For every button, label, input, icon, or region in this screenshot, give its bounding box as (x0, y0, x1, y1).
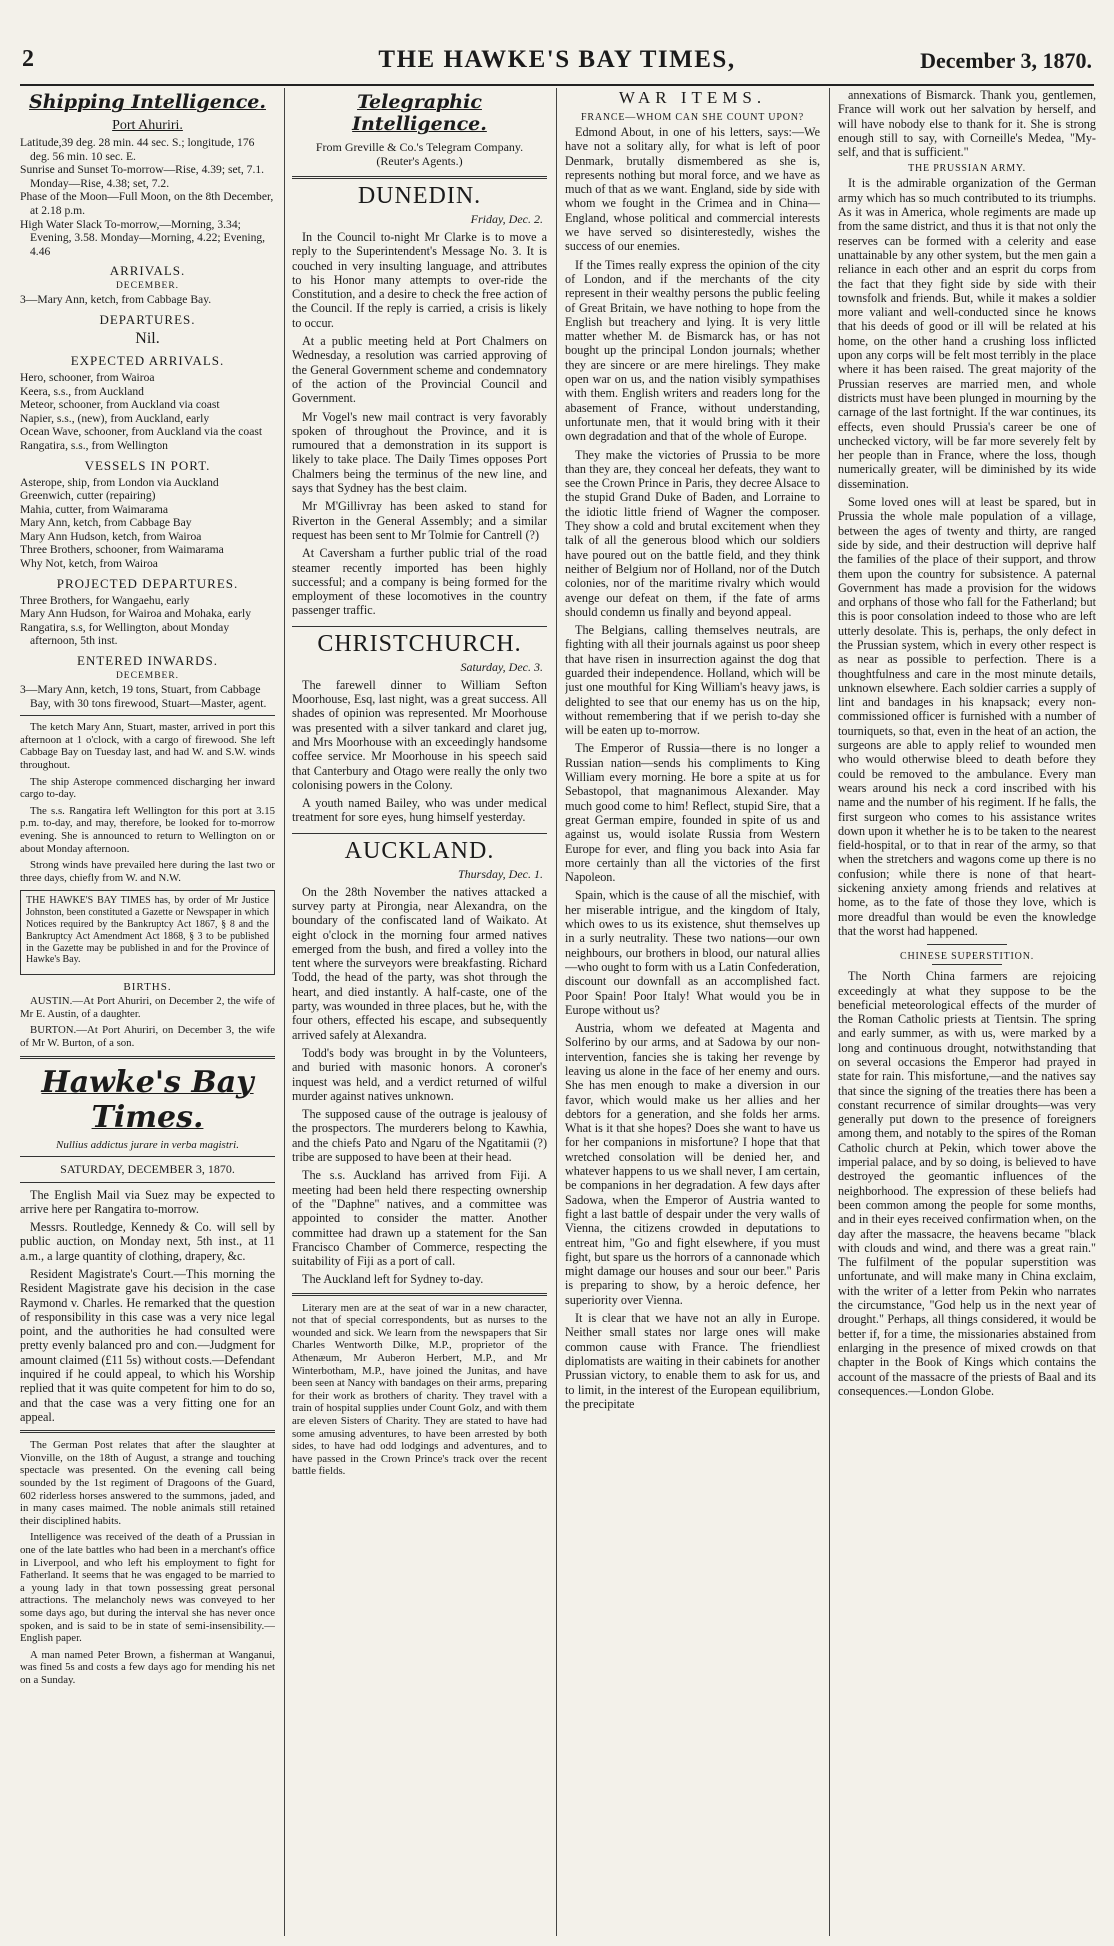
departures-list (20, 330, 275, 348)
divider (20, 1182, 275, 1183)
masthead (20, 44, 1094, 86)
projected-departures-list (20, 594, 275, 648)
expected-arrival-entry: Meteor, schooner, from Auckland via coast (20, 398, 220, 412)
gazette-notice-text: THE HAWKE'S BAY TIMES has, by order of Mr Justice Johnston, been constituted a Gazette or Newspaper in which Notices required by the Bankruptcy Act 1867, § 8 and the Bankruptcy Act Amendment Act 1868, § 3 to be published in the Gazette may be published in and for the Province of Hawke's Bay. (26, 895, 269, 966)
column-rule (284, 88, 285, 1936)
column-1 (20, 88, 275, 1938)
entered-inward-entry: 3—Mary Ann, ketch, 19 tons, Stuart, from Cabbage Bay, with 30 tons firewood, Stuart—Master, agent. (20, 683, 267, 710)
entered-inwards-heading: ENTERED INWARDS. (77, 653, 218, 669)
vessel-entry: Mary Ann Hudson, ketch, from Wairoa (20, 529, 202, 543)
divider (20, 1156, 275, 1157)
auckland-news (292, 885, 547, 1287)
news-paragraph: Intelligence was received of the death of a Prussian in one of the late battles who had been in a merchant's office in Liverpool, and who left his employment to fight for Fatherland. It seems that he was engaged to be married to a young lady in that town possessing great personal attractions. The melancholy news was conveyed to her some days ago, but during the interval she has never once spoken, and is said to be in state of semi-insensibility.—English paper. (20, 1531, 275, 1645)
expected-arrivals-heading: EXPECTED ARRIVALS. (70, 352, 225, 368)
divider (932, 964, 1002, 965)
arrivals-month: DECEMBER. (115, 281, 180, 292)
article-paragraph: The North China farmers are rejoicing exceedingly at what they suppose to be the beneficial meteorological effects of the murder of the Roman Catholic priests at Tientsin. The spring and early summer, as with us, were marked by a long and continuous drought, notwithstanding that on several occasions the Emperor had prayed in state for rain. This misfortune,—and the natives say that since the signing of the treaties there has been a constant recurrence of similar droughts—was very generally put down to the presence of foreigners among them, and notably to the spires of the Roman Catholic church at Pekin, which tower above the imperial palace, and by so doing, is believed to have destroyed the geomantic influences of the neighborhood. The expression of these beliefs had been common among the people for some months, and in their eyes received confirmation when, on the day after the massacre, the heavens became "black with clouds and wind, and there was a great rain." The fulfilment of the popular superstition was unfortunate, and will make many in China exclaim, with the writer of a letter from Pekin who narrates the circumstance, "God help us in the next year of drought." Perhaps, all things considered, it would be better if, for a time, the missionaries abstained from enlarging in the presence of mixed crowds on that chapter in the Book of Kings which contains the account of the massacre of the priests of Baal and its consequences.—London Globe. (838, 969, 1096, 1398)
auckland-heading: AUCKLAND. (292, 833, 547, 865)
divider (20, 1430, 275, 1433)
paper-title: Hawke's Bay Times. (41, 1064, 254, 1135)
prussian-army-text (838, 176, 1096, 938)
column-rule (829, 88, 830, 1936)
column-4 (838, 88, 1096, 1938)
departure-entry: Nil. (135, 329, 160, 347)
entered-inwards-list (20, 683, 275, 710)
news-paragraph: Mr M'Gillivray has been asked to stand for Riverton in the General Assembly; and a similar request has been sent to Mr Tolmie for Cantrell (?) (292, 499, 547, 542)
port-info-line: Sunrise and Sunset To-morrow—Rise, 4.39; set, 7.1. Monday—Rise, 4.38; set, 7.2. (20, 163, 265, 190)
shipping-note: The s.s. Rangatira left Wellington for this port at 3.15 p.m. to-day, and may, therefore, be looked for to-morrow evening. She is announced to return to Wellington on or about Monday afternoon. (20, 804, 275, 855)
birth-notice: BURTON.—At Port Ahuriri, on December 3, the wife of Mr W. Burton, of a son. (20, 1024, 275, 1049)
article-paragraph: annexations of Bismarck. Thank you, gentlemen, France will work out her salvation by herself, and will have nobody else to thank for it. She is strong enough still to say, with Corneille's Medea, "My-self, and that is sufficient." (838, 88, 1096, 160)
christchurch-date: Saturday, Dec. 3. (460, 659, 543, 674)
chinese-superstition-heading: CHINESE SUPERSTITION. (899, 951, 1035, 963)
editorial-paragraph: Messrs. Routledge, Kennedy & Co. will sell by public auction, on Monday next, 5th inst., at 11 a.m., a large quantity of clothing, drapery, &c. (20, 1220, 275, 1263)
editorial-paragraph: The English Mail via Suez may be expected to arrive here per Rangatira to-morrow. (20, 1187, 275, 1216)
divider (20, 1056, 275, 1059)
editorial-paragraph: Resident Magistrate's Court.—This morning the Resident Magistrate gave his decision in the case Raymond v. Charles. He remarked that the question of responsibility in this case was a very nice legal point, and the authorities he had consulted were pretty evenly balanced pro and con.—Judgment for amount claimed (£11 5s) without costs.—Defendant inquired if he could appeal, to which his Worship replied that it was quite competent for him to do so, and that the case was a very fitting one for an appeal. (20, 1266, 275, 1424)
port-info (20, 136, 275, 258)
christchurch-news (292, 678, 547, 825)
vessel-entry: Asterope, ship, from London via Auckland (20, 475, 219, 489)
news-paragraph: The farewell dinner to William Sefton Moorhouse, Esq, last night, was a great success. All shades of opinion was represented. Mr Moorhouse was presented with a silver tankard and claret jug, and Mrs Moorhouse with an exceedingly handsome coffee service. Mr Moorhouse in his speech said that Canterbury and Otago were really the only two colonising powers in the Colony. (292, 677, 547, 792)
news-paragraph: A man named Peter Brown, a fisherman at Wanganui, was fined 5s and costs a few days ago for mending his net on a Sunday. (20, 1648, 275, 1686)
christchurch-heading: CHRISTCHURCH. (292, 626, 547, 658)
vessels-in-port-list (20, 476, 275, 571)
projected-departures-heading: PROJECTED DEPARTURES. (56, 575, 239, 591)
news-paragraph: The s.s. Auckland has arrived from Fiji. A meeting had been held there respecting ownership of the "Daphne" natives, and a committee was appointed to consider the matter. Another committee had drawn up a statement for the San Francisco Chamber of Commerce, respecting the suitability of Fiji as a port of call. (292, 1168, 547, 1269)
expected-arrival-entry: Keera, s.s., from Auckland (20, 384, 144, 398)
vessel-entry: Three Brothers, schooner, from Waimarama (20, 543, 224, 557)
issue-date: SATURDAY, DECEMBER 3, 1870. (60, 1161, 235, 1176)
literary-men-item: Literary men are at the seat of war in a new character, not that of special correspondents, but as nurses to the wounded and sick. We learn from the newspapers that Sir Charles Wentworth Dilke, M.P., proprietor of the Athenæum, Mr Auberon Herbert, M.P., and Mr Winterbotham, M.P., have joined the Junitas, and have been seen at Nancy with bandages on their arms, preparing for their work as brothers of charity. They travel with a train of hospital supplies under Count Golz, and with them are eleven Sisters of Charity. They are stated to have had some amusing adventures, to have been arrested by both sides, to have had odd lodgings and adventures, and to have passed in the Crown Prince's track over the recent battle fields. (292, 1301, 547, 1478)
news-paragraph: At a public meeting held at Port Chalmers on Wednesday, a resolution was carried approving of the General Government scheme and condemnatory of the action of the Provincial Council and Government. (292, 334, 547, 406)
article-paragraph: Spain, which is the cause of all the mischief, with her miserable intrigue, and the kingdom of Italy, which owes to us its existence, shut themselves up in a surly neutrality. These two nations—our own neighbours, our brothers in blood, our natural allies—who ought to form with us a Latin Confederation, discount our downfall as an accomplished fact. Poor Spain! Poor Italy! What would you be in Europe without us? (565, 888, 820, 1017)
auckland-date: Thursday, Dec. 1. (458, 866, 543, 881)
war-items-heading: WAR ITEMS. (618, 88, 767, 107)
issue-date-header: December 3, 1870. (920, 48, 1092, 73)
column-3 (565, 88, 820, 1938)
births-list (20, 995, 275, 1049)
article-paragraph: Edmond About, in one of his letters, says:—We have not a solitary ally, for what is left of poor Denmark, brutally dismembered as she is, represents nothing but moral force, and we have as much of that as we want. England, side by side with whom we fought in the Crimea and in China—England, whose political and commercial interests we have served so disinterestedly, wishes the success of our enemies. (565, 125, 820, 254)
projected-departure-entry: Three Brothers, for Wangaehu, early (20, 593, 190, 607)
article-paragraph: If the Times really express the opinion of the city of London, and if the merchants of the city represent in their wealthy persons the public feeling of Great Britain, we have nothing to hope from the English but treachery and lying. It is very little matter whether M. de Bismarck has, or has not bought up the principal London journals; whether they are sincere or are mere hirelings. They make open war on us, and the nation visibly sympathises with them. English writers and readers long for the abasement of France, without understanding, unfortunate men, that it would bring with it their own degradation and that of the whole of Europe. (565, 257, 820, 444)
arrival-entry: 3—Mary Ann, ketch, from Cabbage Bay. (20, 293, 212, 307)
news-paragraph: On the 28th November the natives attacked a survey party at Pirongia, near Alexandra, on the boundary of the confiscated land of Waikato. At eight o'clock in the morning four armed natives emerged from the bush, and fired a volley into the tent where the surveyors were breakfasting. Richard Todd, the head of the party, was shot through the heart, and died instantly. A half-caste, one of the party, was wounded in three places, but he, with the four others, effected his escape, and subsequently arrived safely at Alexandra. (292, 884, 547, 1042)
page-number: 2 (22, 46, 34, 72)
shipping-note: Strong winds have prevailed here during the last two or three days, chiefly from W. and N.W. (20, 859, 275, 884)
arrivals-heading: ARRIVALS. (109, 263, 186, 279)
newspaper-title: THE HAWKE'S BAY TIMES, (378, 46, 736, 73)
column-rule (556, 88, 557, 1936)
divider (20, 715, 275, 716)
article-paragraph: They make the victories of Prussia to be more than they are, they conceal her defeats, they want to see the Crown Prince in Paris, they decree Alsace to the stupid Grand Duke of Baden, and Lorraine to the idiotic little friend of Wagner the composer. They show a cold and brutal excitement when they talk of all the generous blood which our soldiers have poured out on the battle field, and they think neither of Belgium nor of Holland, nor of the Dutch colonies, nor of the maritime rivalry which would avenge our defeat on them, if the fate of arms should condemn us finally and beyond appeal. (565, 447, 820, 619)
divider (927, 944, 1007, 945)
gazette-notice (20, 890, 275, 975)
projected-departure-entry: Mary Ann Hudson, for Wairoa and Mohaka, early (20, 607, 251, 621)
vessel-entry: Mary Ann, ketch, from Cabbage Bay (20, 516, 192, 530)
expected-arrival-entry: Napier, s.s., (new), from Auckland, early (20, 411, 210, 425)
vessel-entry: Why Not, ketch, from Wairoa (20, 557, 158, 571)
births-heading: BIRTHS. (123, 981, 172, 994)
port-heading: Port Ahuriri. (112, 118, 183, 133)
dunedin-heading: DUNEDIN. (292, 176, 547, 210)
inwards-month: DECEMBER. (115, 671, 180, 682)
editorial-items (20, 1188, 275, 1425)
article-paragraph: The Emperor of Russia—there is no longer a Russian nation—sends his compliments to King William every morning. He bore a spite at us for Sebastopol, that magnanimous Alexander. May much good come to him! Reflect, stupid Sire, that a great German empire, founded in spite of us and against us, would isolate Russia from Western Europe for ever, and fling you back into Asia far more certainly than all the victories of the first Napoleon. (565, 741, 820, 885)
dunedin-news (292, 230, 547, 618)
port-info-line: Phase of the Moon—Full Moon, on the 8th December, at 2.18 p.m. (20, 190, 274, 217)
article-paragraph: The Belgians, calling themselves neutrals, are fighting with all their journals against us poor sheep that have risen in insurrection against the dog that guarded their independence. Holland, which will be just one mouthful for King William's heavy jaws, is delighted to see that our enemy has us on the hip, without remembering that if we perish to-day she will be eaten up to-morrow. (565, 623, 820, 738)
shipping-note: The ketch Mary Ann, Stuart, master, arrived in port this afternoon at 1 o'clock, with a cargo of firewood. She left Cabbage Bay on Tuesday last, and had W. and S.W. winds throughout. (20, 721, 275, 771)
miscellaneous-items (20, 1439, 275, 1686)
news-paragraph: At Caversham a further public trial of the road steamer recently imported has been highly successful; and a company is being formed for the employment of these locomotives in the country passenger traffic. (292, 546, 547, 618)
news-paragraph: The Auckland left for Sydney to-day. (302, 1272, 484, 1287)
war-items-text (565, 125, 820, 1411)
expected-arrivals-list (20, 371, 275, 453)
dunedin-date: Friday, Dec. 2. (470, 212, 543, 226)
shipping-notes (20, 721, 275, 884)
shipping-heading: Shipping Intelligence. (29, 91, 266, 113)
birth-notice: AUSTIN.—At Port Ahuriri, on December 2, the wife of Mr E. Austin, of a daughter. (20, 995, 275, 1020)
article-paragraph: It is clear that we have not an ally in Europe. Neither small states nor large ones will make common cause with France. The friendliest diplomatists are waiting in their cabinets for another Prussian victory, to enable them to ask for us, and to limit, in the interest of the European equilibrium, the precipitate (565, 1311, 820, 1411)
vessel-entry: Greenwich, cutter (repairing) (20, 489, 156, 503)
projected-departure-entry: Rangatira, s.s, for Wellington, about Monday afternoon, 5th inst. (20, 620, 230, 648)
telegraphic-heading: Telegraphic Intelligence. (352, 91, 487, 135)
war-items-continued (838, 88, 1096, 159)
news-paragraph: Mr Vogel's new mail contract is very favorably spoken of throughout the Province, and it is rumoured that a demonstration in its support is likely to take place. The Daily Times opposes Port Chalmers being the terminus of the new line, and says that Sydney has the best claim. (292, 409, 547, 496)
vessels-in-port-heading: VESSELS IN PORT. (84, 457, 211, 473)
vessel-entry: Mahia, cutter, from Waimarama (20, 502, 169, 516)
article-paragraph: Austria, whom we defeated at Magenta and Solferino by our arms, and at Sadowa by our non-intervention, fancies she is taking her revenge by leaving us alone in the face of her enemy and ours. She has men enough to make a diversion in our favor, which would make us her allies and her debtors for a generation, and she folds her arms. What is it that she hopes? Does she want to have us for her companions in misfortune? I hope that that wretched consolation will be denied her, and whatever happens to us we shall never, I am certain, be companions in her degradation. A few days after Sadowa, when the Emperor of Austria wanted to fight a last battle of despair under the very walls of Vienna, the citizens crowded in deputations to entreat him, "Go and fight elsewhere, if you must fight, but spare us the horrors of a cannonade which might damage our houses and sour our beer." Paris is preparing to show, by a heroic defence, her superiority over Vienna. (565, 1021, 820, 1307)
war-subheading-france: FRANCE—WHOM CAN SHE COUNT UPON? (581, 112, 804, 123)
shipping-note: The ship Asterope commenced discharging her inward cargo to-day. (20, 775, 275, 801)
column-2 (292, 88, 547, 1938)
motto: Nullius addictus jurare in verba magistri. (56, 1138, 239, 1151)
news-paragraph: The supposed cause of the outrage is jealousy of the prospectors. The murderers belong to Kawhia, and the chiefs Pato and Ngaru of the Ngatitamii (?) tribe are supposed to have been at their head. (292, 1107, 547, 1165)
prussian-army-heading: THE PRUSSIAN ARMY. (908, 163, 1026, 175)
telegram-source: From Greville & Co.'s Telegram Company. (Reuter's Agents.) (315, 140, 524, 168)
divider (292, 1293, 547, 1296)
article-paragraph: It is the admirable organization of the German army which has so much contributed to its triumphs. As it was in America, whole regiments are made up from the same district, and thus it is that not only the reserves can be formed with a celerity and ease unattainable by any other system, but the men gain a reliance in each other and an esprit du corps from the fact that they fight side by side with their townsfolk and friends. But, while it makes a soldier more valiant and well-conducted since he knows that his deeds of good or ill will be related at his home, on the other hand a crushing loss inflicted upon any corps will be felt most terribly in the place where it has been raised. The great majority of the Prussian reserves are married men, and whole districts must have been plunged in mourning by the carnage of the last fortnight. If the war continues, its effects, even should Prussia's career be one of unchecked victory, will be far more severely felt by her people than in France, where the loss, though numerically greater, will be diminished by its wide dissemination. (838, 176, 1096, 491)
chinese-superstition-text (838, 969, 1096, 1398)
expected-arrival-entry: Rangatira, s.s., from Wellington (20, 438, 168, 452)
expected-arrival-entry: Ocean Wave, schooner, from Auckland via the coast (20, 425, 263, 439)
arrivals-list (20, 293, 275, 307)
port-info-line: High Water Slack To-morrow,—Morning, 3.34; Evening, 3.58. Monday—Morning, 4.22; Evening, 4.46 (20, 217, 266, 258)
expected-arrival-entry: Hero, schooner, from Wairoa (20, 370, 155, 384)
article-paragraph: Some loved ones will at least be spared, but in Prussia the whole male population of a village, between the ages of twenty and thirty, are ranged side by side, and their destruction will deprive half the families of the place of their support, and throw them upon the country for subsistence. A paternal Government has made a provision for the widows and orphans of those who fall for the Fatherland; but this is poor consolation indeed to those who are left utterly desolate. This is, perhaps, the only defect in the Prussian system, which in every other respect is as near as possible to perfection. There is a thoughtfulness and care in the most minute details, unknown elsewhere. Each soldier carries a supply of lint and bandages in his knapsack; every non-commissioned officer is furnished with a number of tourniquets, so that, even in the heat of an action, the surgeons are able to apply relief to wounded men who would otherwise bleed to death before they could be removed to the ambulance. Every man wears around his neck a cord inscribed with his name and the number of his regiment. If he falls, the first surgeon who comes to his assistance writes down upon it whether he is to be taken to the nearest field-hospital, or to that in rear of the army, so that when the stretchers and wagons come up there is no confusion; while there is none of that heart-sickening anxiety among friends and relatives at home, as to the fate of those they love, which is more dreadful than would be even the knowledge that the worst had happened. (838, 495, 1096, 938)
port-info-line: Latitude,39 deg. 28 min. 44 sec. S.; longitude, 176 deg. 56 min. 10 sec. E. (20, 136, 255, 163)
news-paragraph: The German Post relates that after the slaughter at Vionville, on the 18th of August, a strange and touching spectacle was presented. On the evening call being sounded by the 1st regiment of Dragoons of the Guard, 602 riderless horses answered to the summons, jaded, and in many cases maimed. The noble animals still retained their disciplined habits. (20, 1439, 275, 1527)
news-paragraph: Todd's body was brought in by the Volunteers, and buried with masonic honors. A coroner's inquest was held, and a verdict returned of wilful murder against natives unknown. (292, 1045, 547, 1103)
departures-heading: DEPARTURES. (99, 311, 196, 327)
news-paragraph: A youth named Bailey, who was under medical treatment for sore eyes, hung himself yesterday. (292, 796, 547, 825)
news-paragraph: In the Council to-night Mr Clarke is to move a reply to the Superintendent's Message No. 3. It is couched in very insulting language, and attributes to his Honor many attempts to over-ride the Constitution, and a desire to check the free action of the Council. If the reply is carried, a crisis is likely to occur. (292, 230, 547, 330)
